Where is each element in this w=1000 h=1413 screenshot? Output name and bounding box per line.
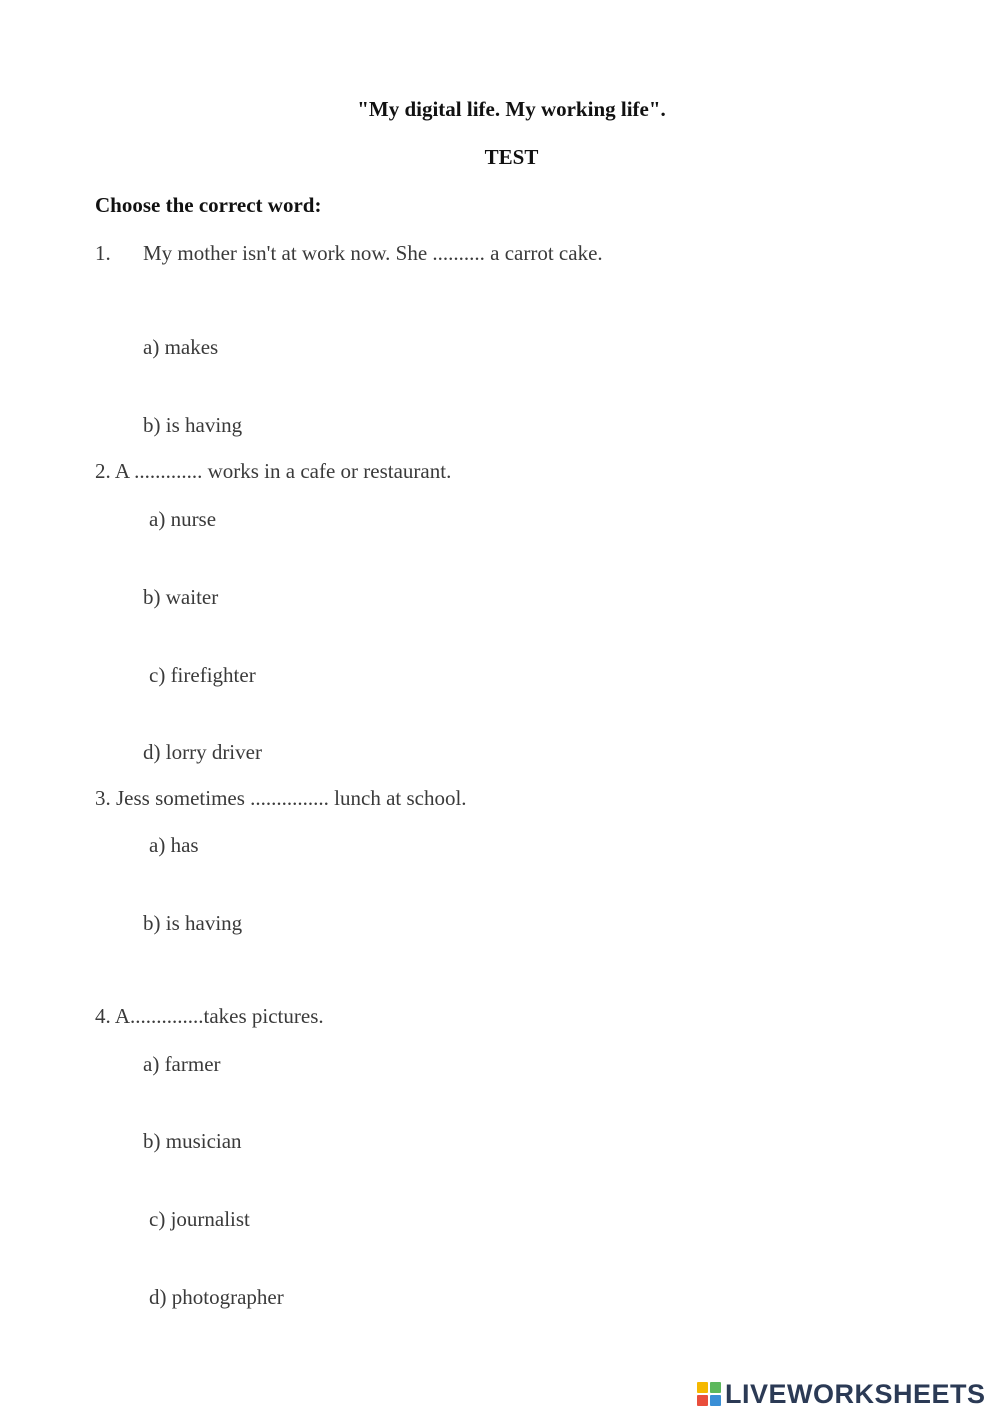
logo-square-yellow — [697, 1382, 708, 1393]
question-2-option-d[interactable]: d) lorry driver — [143, 740, 262, 764]
question-1-text: My mother isn't at work now. She .......... a carrot cake. — [143, 241, 603, 265]
question-3-text: 3. Jess sometimes ............... lunch at school. — [95, 786, 467, 810]
question-4-option-a[interactable]: a) farmer — [143, 1052, 221, 1076]
question-2-text: 2. A ............. works in a cafe or restaurant. — [95, 459, 452, 483]
question-4-option-d[interactable]: d) photographer — [149, 1285, 284, 1309]
question-4-option-c[interactable]: c) journalist — [149, 1207, 250, 1231]
question-4-option-b[interactable]: b) musician — [143, 1129, 242, 1153]
logo-square-blue — [710, 1395, 721, 1406]
liveworksheets-logo[interactable] — [697, 1378, 986, 1410]
worksheet-title: "My digital life. My working life". — [357, 97, 666, 121]
question-3-option-b[interactable]: b) is having — [143, 911, 243, 935]
question-2-option-a[interactable]: a) nurse — [149, 507, 217, 531]
question-1-option-b[interactable]: b) is having — [143, 413, 243, 437]
logo-square-red — [697, 1395, 708, 1406]
test-heading: TEST — [484, 145, 539, 169]
question-2-option-b[interactable]: b) waiter — [143, 585, 219, 609]
instruction-text: Choose the correct word: — [95, 193, 322, 217]
liveworksheets-logo-icon — [697, 1382, 721, 1406]
liveworksheets-brand-text: LIVEWORKSHEETS — [725, 1378, 986, 1409]
question-1-option-a[interactable]: a) makes — [143, 335, 219, 359]
question-4-text: 4. A..............takes pictures. — [95, 1004, 324, 1028]
question-1-number: 1. — [95, 241, 111, 265]
question-3-option-a[interactable]: a) has — [149, 833, 199, 857]
question-2-option-c[interactable]: c) firefighter — [149, 663, 256, 687]
logo-square-green — [710, 1382, 721, 1393]
